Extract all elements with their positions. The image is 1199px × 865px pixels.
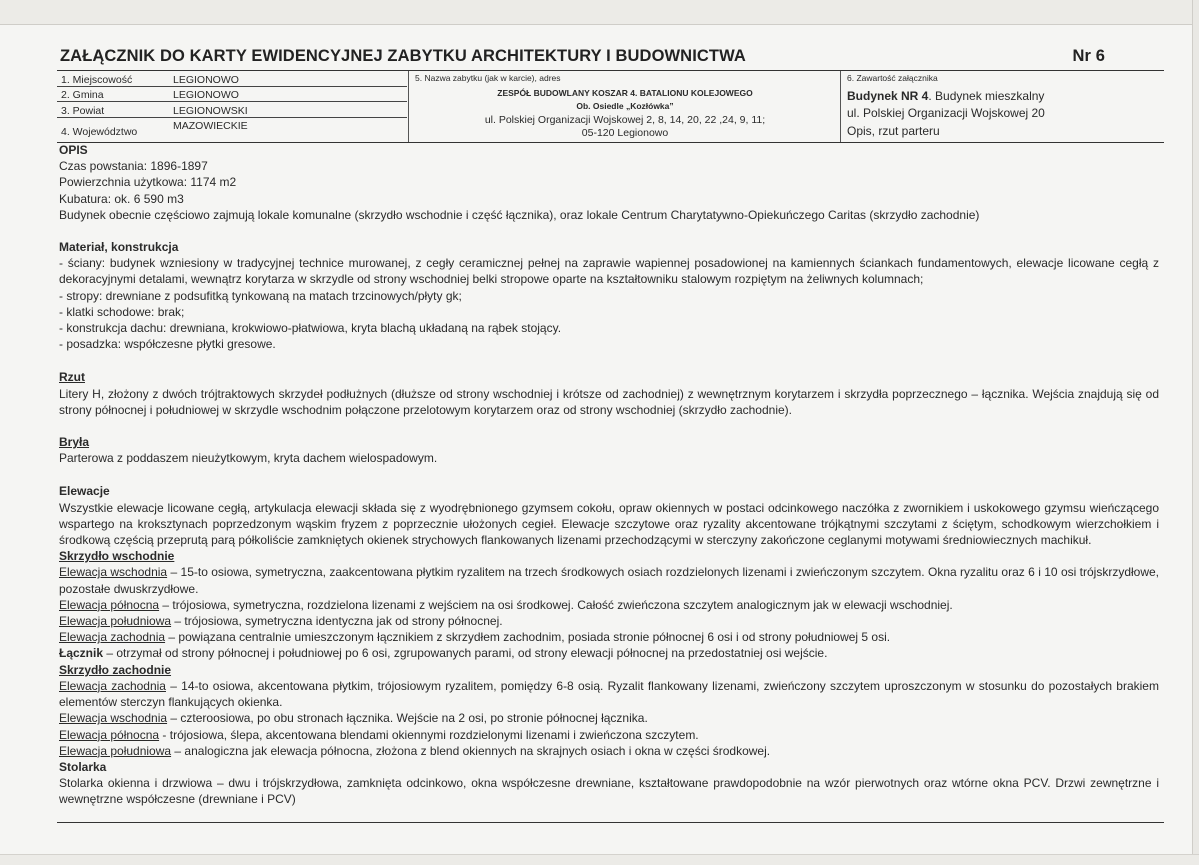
elevation-desc: – trójosiowa, symetryczna identyczna jak od strony północnej. <box>171 614 503 629</box>
section-heading-bryla: Bryła <box>59 435 90 450</box>
row-value: LEGIONOWO <box>173 74 239 86</box>
east-elevation-item <box>59 564 1159 596</box>
material-line: - stropy: drewniane z podsufitką tynkowaną na matach trzcinowych/płyty gk; <box>59 288 462 303</box>
row-miejscowosc <box>57 73 407 87</box>
header-table <box>57 70 1164 143</box>
elevation-desc: – trójosiowa, symetryczna, rozdzielona lizenami z wejściem na osi środkowej. Całość zwieńczona szczytem analogicznym jak w elewacji wschodniej. <box>159 597 953 612</box>
section-heading-stolarka: Stolarka <box>59 759 107 774</box>
row-label: 4. Województwo <box>61 126 138 138</box>
section-heading-material: Materiał, konstrukcja <box>59 240 179 255</box>
contents-street: ul. Polskiej Organizacji Wojskowej 20 <box>847 106 1045 120</box>
elevation-term: Elewacja południowa <box>59 614 172 629</box>
contents-desc: Opis, rzut parteru <box>847 124 940 138</box>
elevation-desc: – 14-to osiowa, akcentowana płytkim, trójosiowym ryzalitem, pomiędzy 6-8 osią. Ryzalit flankowany lizenami, zwieńczony szczytem uproszczonym w stosunku do pozostałych brakiem elementów sterczyn flankujących okienka. <box>59 678 1159 710</box>
material-line: - konstrukcja dachu: drewniana, krokwiowo-płatwiowa, kryta blachą układaną na rąbek stojący. <box>59 321 562 336</box>
lacznik-item <box>59 645 1159 661</box>
title-text: ZAŁĄCZNIK DO KARTY EWIDENCYJNEJ ZABYTKU ARCHITEKTURY I BUDOWNICTWA <box>60 47 746 65</box>
elevation-term: Elewacja północna <box>59 727 160 742</box>
rzut-text: Litery H, złożony z dwóch trójtraktowych skrzydeł podłużnych (dłuższe od strony wschodniej i krótsze od zachodniej) z wewnętrznym korytarzem i skrzydła poprzecznego – łącznika. Wejścia znajdują się od strony północnej i południowej w skrzydle wschodnim połączone przelotowym korytarzem oraz od strony wschodniej (skrzydło zachodnie). <box>59 386 1159 417</box>
monument-name: ZESPÓŁ BUDOWLANY KOSZAR 4. BATALIONU KOLEJOWEGO <box>497 88 753 98</box>
elewacje-text: Wszystkie elewacje licowane cegłą, artykulacja elewacji składa się z wyodrębnionego gzymsem cokołu, opraw okiennych w postaci odcinkowego naczółka z zwornikiem i uskokowego gzymsu wieńczącego wspartego na kroksztynach poprzedzonym wąskim fryzem z poprzecznie ułożonych cegieł. Elewacje szczytowe oraz ryzality akcentowane trójkątnymi szczytami z ściętym, schodkowym wierzchołkiem i środkową częścią przeprutą parą półkoliście zamkniętych okienek strychowych flankowanych lizenami przechodzącymi w sterczyny zakończone ceglanymi motywami średniowiecznych machikuł. <box>59 500 1159 548</box>
material-line: - klatki schodowe: brak; <box>59 304 185 319</box>
opis-line: Powierzchnia użytkowa: 1174 m2 <box>59 175 237 190</box>
row-wojewodztwo <box>57 120 407 140</box>
lacznik-desc: – otrzymał od strony północnej i południowej po 6 osi, zgrupowanych parami, od strony elewacji północnej na przedostatniej osi wejście. <box>103 646 828 661</box>
elevation-term: Elewacja zachodnia <box>59 678 166 693</box>
scan-frame-bottom <box>0 854 1199 865</box>
elevation-desc: – analogiczna jak elewacja północna, złożona z blend okiennych na skrajnych osiach i okna w części środkowej. <box>171 743 771 758</box>
elevation-term: Elewacja wschodnia <box>59 711 168 726</box>
subheading-west-wing: Skrzydło zachodnie <box>59 662 172 677</box>
row-powiat <box>57 104 407 118</box>
contents-building <box>847 89 1044 103</box>
document-body <box>59 142 1159 808</box>
east-elevation-item <box>59 629 1159 645</box>
east-elevation-item <box>59 597 1159 613</box>
elevation-desc: – 15-to osiowa, symetryczna, zaakcentowana płytkim ryzalitem na trzech środkowych osiach rozdzielonych lizenami i zwieńczonym szczytem. Okna ryzalitu oraz 6 i 10 osi trójskrzydłowe, pozostałe dwuskrzydłowe. <box>59 565 1160 596</box>
elevation-term: Elewacja zachodnia <box>59 630 166 645</box>
row-value: LEGIONOWO <box>173 89 239 101</box>
west-elevation-item <box>59 727 1159 743</box>
east-elevation-item <box>59 613 1159 629</box>
section-heading-opis: OPIS <box>59 143 88 157</box>
monument-zip: 05-120 Legionowo <box>581 127 669 139</box>
monument-label: 5. Nazwa zabytku (jak w karcie), adres <box>415 73 561 83</box>
attachment-number: Nr 6 <box>1072 47 1105 65</box>
contents-label: 6. Zawartość załącznika <box>847 73 938 83</box>
row-value: MAZOWIECKIE <box>173 120 248 132</box>
opis-line: Budynek obecnie częściowo zajmują lokale komunalne (skrzydło wschodnie i część łącznika), oraz lokale Centrum Charytatywno-Opiekuńczego Caritas (skrzydło zachodnie) <box>59 207 980 222</box>
document-title <box>60 47 1105 66</box>
elevation-term: Elewacja północna <box>59 597 160 612</box>
contents-column <box>840 71 1165 142</box>
row-value: LEGIONOWSKI <box>173 105 248 117</box>
monument-column <box>408 71 841 142</box>
row-label: 3. Powiat <box>61 105 105 117</box>
lacznik-term: Łącznik <box>59 646 104 661</box>
monument-subtitle: Ob. Osiedle „Kozłówka” <box>576 101 674 111</box>
west-elevation-item <box>59 710 1159 726</box>
elevation-term: Elewacja wschodnia <box>59 565 168 580</box>
bottom-rule <box>57 822 1164 823</box>
opis-line: Czas powstania: 1896-1897 <box>59 159 208 174</box>
west-elevation-item <box>59 743 1159 759</box>
subheading-east-wing: Skrzydło wschodnie <box>59 549 175 564</box>
section-heading-rzut: Rzut <box>59 370 85 385</box>
row-label: 1. Miejscowość <box>61 74 133 86</box>
opis-line: Kubatura: ok. 6 590 m3 <box>59 191 184 206</box>
elevation-term: Elewacja południowa <box>59 743 172 758</box>
row-label: 2. Gmina <box>61 89 104 101</box>
scan-frame-top <box>0 0 1199 25</box>
scan-frame-right <box>1192 0 1199 865</box>
elevation-desc: – czteroosiowa, po obu stronach łącznika. Wejście na 2 osi, po stronie północnej łącznika. <box>167 711 648 726</box>
bryla-text: Parterowa z poddaszem nieużytkowym, kryta dachem wielospadowym. <box>59 451 438 466</box>
location-column <box>57 71 407 142</box>
elevation-desc: – powiązana centralnie umieszczonym łącznikiem z skrzydłem zachodnim, posiada stronie północnej 6 osi i od strony południowej 5 osi. <box>165 630 891 645</box>
building-number: Budynek NR 4 <box>847 89 929 103</box>
elevation-desc: - trójosiowa, ślepa, akcentowana blendami okiennymi rozdzielonymi lizenami i zwieńczona szczytem. <box>159 727 699 742</box>
west-elevation-item <box>59 678 1159 710</box>
section-heading-elewacje: Elewacje <box>59 484 110 499</box>
material-line: - posadzka: współczesne płytki gresowe. <box>59 337 276 352</box>
stolarka-text: Stolarka okienna i drzwiowa – dwu i trójskrzydłowa, zamknięta odcinkowo, okna współczesne drewniane, kształtowane prawdopodobnie na wzór pierwotnych oraz wtórne okna PCV. Drzwi zewnętrzne i wewnętrzne współczesne (drewniane i PCV) <box>59 776 1159 807</box>
monument-address: ul. Polskiej Organizacji Wojskowej 2, 8, 14, 20, 22 ,24, 9, 11; <box>484 114 766 126</box>
material-line: - ściany: budynek wzniesiony w tradycyjnej technice murowanej, z cegły ceramicznej pełnej na zaprawie wapiennej posadowionej na kamiennych ściankach fundamentowych, elewacje licowane cegłą z dekoracyjnymi detalami, wewnątrz korytarza w skrzydle od strony wschodniej belki stropowe oparte na kształtowniku stalowym rozpiętym na żeliwnych kolumnach; <box>59 256 1159 287</box>
row-gmina <box>57 88 407 102</box>
building-type: . Budynek mieszkalny <box>928 89 1045 103</box>
